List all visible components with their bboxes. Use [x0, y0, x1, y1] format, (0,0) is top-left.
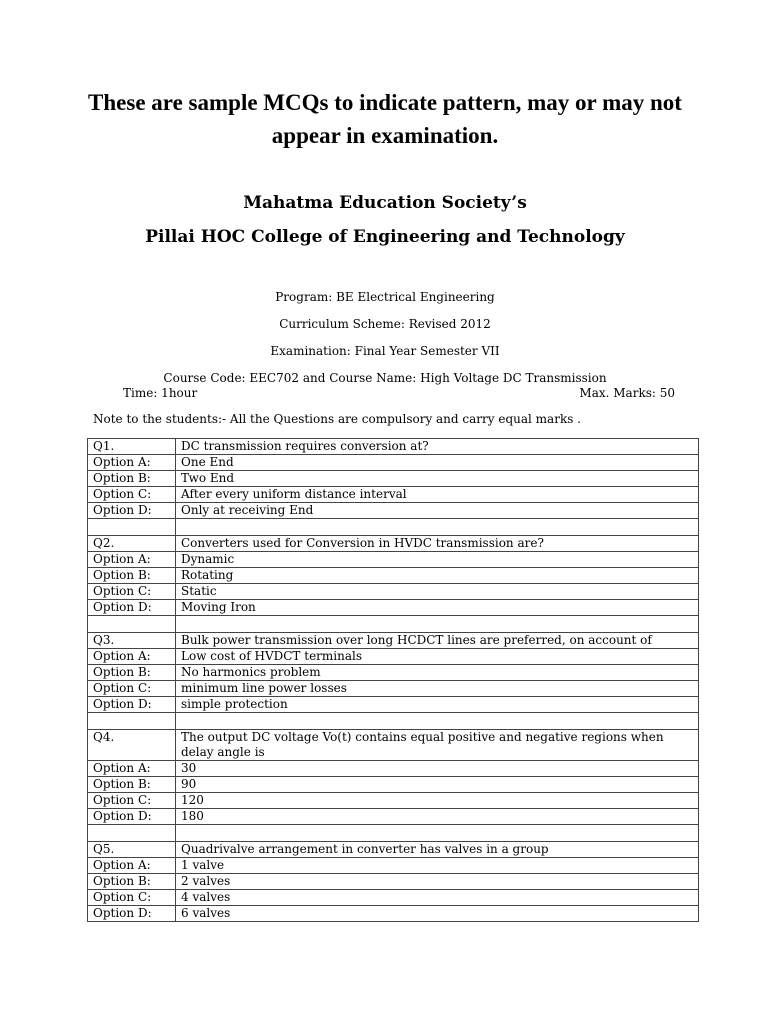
option-label: Option A: — [88, 455, 176, 471]
option-row — [88, 584, 699, 600]
question-row — [88, 633, 699, 649]
option-label: Option B: — [88, 874, 176, 890]
option-text: simple protection — [176, 697, 699, 713]
option-row — [88, 697, 699, 713]
mcq-table — [87, 438, 699, 922]
option-row — [88, 552, 699, 568]
option-row — [88, 874, 699, 890]
option-text: Moving Iron — [176, 600, 699, 616]
option-label: Option D: — [88, 600, 176, 616]
course-line: Course Code: EEC702 and Course Name: High Voltage DC Transmission — [163, 371, 607, 385]
program-line: Program: BE Electrical Engineering — [275, 290, 495, 304]
option-text: 30 — [176, 761, 699, 777]
option-label: Option A: — [88, 649, 176, 665]
spacer-row — [88, 713, 699, 730]
question-number: Q3. — [88, 633, 176, 649]
option-label: Option C: — [88, 890, 176, 906]
curriculum-line: Curriculum Scheme: Revised 2012 — [279, 317, 491, 331]
option-label: Option A: — [88, 858, 176, 874]
option-text: 90 — [176, 777, 699, 793]
option-label: Option D: — [88, 697, 176, 713]
option-row — [88, 777, 699, 793]
option-row — [88, 761, 699, 777]
option-text: 4 valves — [176, 890, 699, 906]
option-text: 6 valves — [176, 906, 699, 922]
max-marks-label: Max. Marks: 50 — [579, 386, 675, 400]
question-text: DC transmission requires conversion at? — [176, 439, 699, 455]
option-row — [88, 471, 699, 487]
option-label: Option C: — [88, 793, 176, 809]
spacer-row — [88, 616, 699, 633]
spacer-row — [88, 825, 699, 842]
option-row — [88, 793, 699, 809]
option-text: After every uniform distance interval — [176, 487, 699, 503]
option-label: Option B: — [88, 777, 176, 793]
spacer-row — [88, 519, 699, 536]
question-row — [88, 842, 699, 858]
option-label: Option C: — [88, 681, 176, 697]
question-number: Q5. — [88, 842, 176, 858]
option-text: 180 — [176, 809, 699, 825]
option-text: No harmonics problem — [176, 665, 699, 681]
option-row — [88, 649, 699, 665]
option-label: Option C: — [88, 487, 176, 503]
option-row — [88, 665, 699, 681]
option-row — [88, 487, 699, 503]
option-text: 120 — [176, 793, 699, 809]
option-row — [88, 681, 699, 697]
option-row — [88, 568, 699, 584]
option-text: Only at receiving End — [176, 503, 699, 519]
option-text: Dynamic — [176, 552, 699, 568]
option-label: Option B: — [88, 471, 176, 487]
option-label: Option D: — [88, 503, 176, 519]
question-row — [88, 439, 699, 455]
option-row — [88, 858, 699, 874]
option-row — [88, 600, 699, 616]
option-label: Option A: — [88, 552, 176, 568]
option-row — [88, 455, 699, 471]
option-text: One End — [176, 455, 699, 471]
option-text: 2 valves — [176, 874, 699, 890]
question-number: Q1. — [88, 439, 176, 455]
page-headline: These are sample MCQs to indicate pattern, may or may not appear in examination. — [88, 90, 682, 148]
examination-line: Examination: Final Year Semester VII — [270, 344, 500, 358]
option-text: minimum line power losses — [176, 681, 699, 697]
option-label: Option B: — [88, 665, 176, 681]
question-text: Quadrivalve arrangement in converter has valves in a group — [176, 842, 699, 858]
time-label: Time: 1hour — [123, 386, 198, 400]
option-text: Low cost of HVDCT terminals — [176, 649, 699, 665]
option-text: 1 valve — [176, 858, 699, 874]
option-label: Option B: — [88, 568, 176, 584]
question-text: Bulk power transmission over long HCDCT lines are preferred, on account of — [176, 633, 699, 649]
question-number: Q2. — [88, 536, 176, 552]
option-label: Option D: — [88, 906, 176, 922]
students-note: Note to the students:- All the Questions are compulsory and carry equal marks . — [93, 412, 581, 426]
option-text: Static — [176, 584, 699, 600]
option-row — [88, 906, 699, 922]
option-row — [88, 890, 699, 906]
option-row — [88, 809, 699, 825]
question-number: Q4. — [88, 730, 176, 761]
option-label: Option C: — [88, 584, 176, 600]
society-name: Mahatma Education Society’s — [243, 193, 527, 213]
question-text: Converters used for Conversion in HVDC transmission are? — [176, 536, 699, 552]
option-label: Option D: — [88, 809, 176, 825]
question-row — [88, 536, 699, 552]
question-row — [88, 730, 699, 761]
option-row — [88, 503, 699, 519]
question-text: The output DC voltage Vo(t) contains equal positive and negative regions when delay angle is — [176, 730, 699, 761]
option-text: Rotating — [176, 568, 699, 584]
option-text: Two End — [176, 471, 699, 487]
option-label: Option A: — [88, 761, 176, 777]
college-name: Pillai HOC College of Engineering and Technology — [145, 227, 625, 247]
